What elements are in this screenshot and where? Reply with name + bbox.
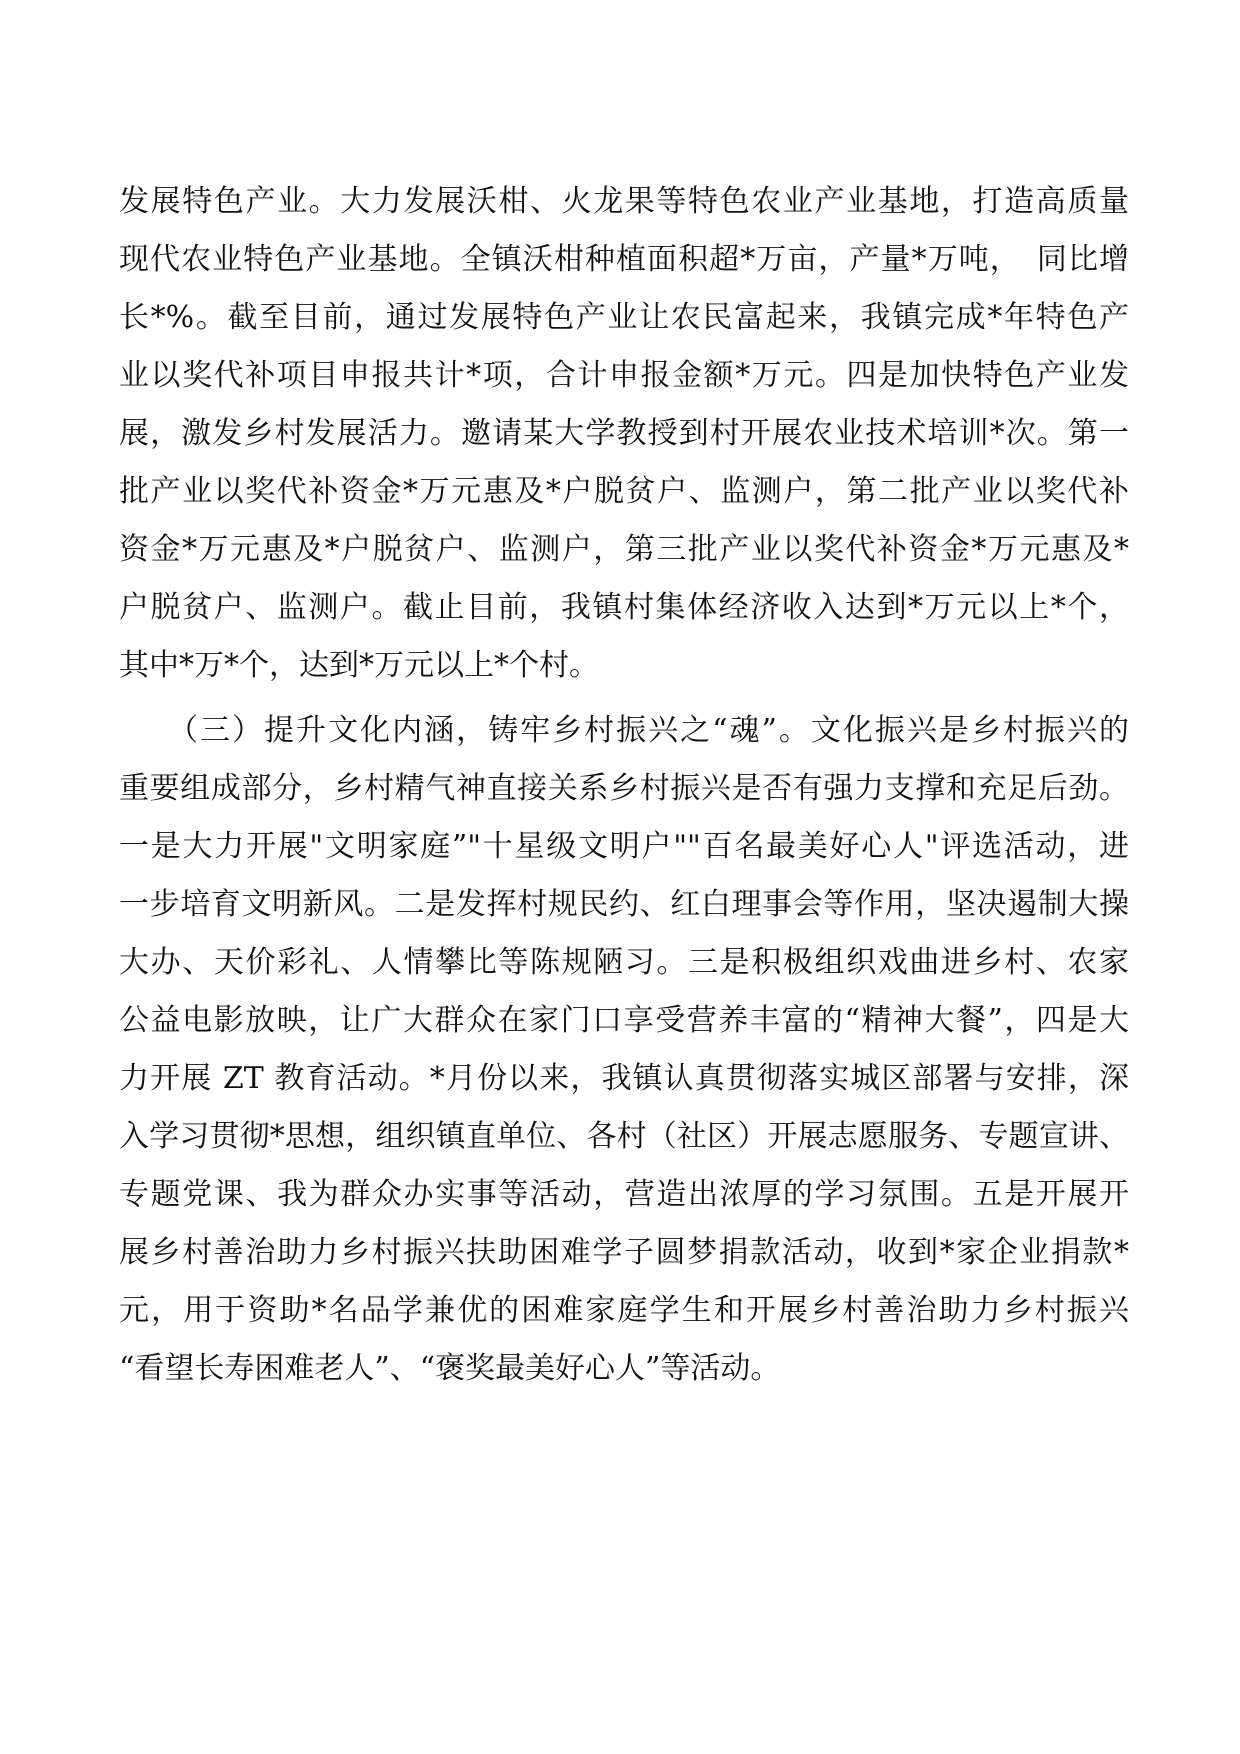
paragraph-2-line-10: 展乡村善治助力乡村振兴扶助困难学子圆梦捐款活动，收到*家企业捐款* bbox=[119, 1235, 1129, 1270]
paragraph-2-line-3: 一是大力开展"文明家庭”"十星级文明户""百名最美好心人"评选活动，进 bbox=[119, 829, 1129, 864]
paragraph-2 bbox=[119, 702, 1129, 1398]
paragraph-2-line-8: 入学习贯彻*思想，组织镇直单位、各村（社区）开展志愿服务、专题宣讲、 bbox=[119, 1119, 1129, 1154]
paragraph-2-line-12: “看望长寿困难老人”、“褒奖最美好心人”等活动。 bbox=[119, 1351, 781, 1386]
paragraph-2-line-1: （三）提升文化内涵，铸牢乡村振兴之“魂”。文化振兴是乡村振兴的 bbox=[119, 713, 1129, 748]
paragraph-1-line-6: 批产业以奖代补资金*万元惠及*户脱贫户、监测户，第二批产业以奖代补 bbox=[119, 474, 1129, 509]
paragraph-2-line-11: 元，用于资助*名品学兼优的困难家庭学生和开展乡村善治助力乡村振兴 bbox=[119, 1293, 1129, 1328]
paragraph-2-line-7: 力开展 ZT 教育活动。*月份以来，我镇认真贯彻落实城区部署与安排，深 bbox=[119, 1061, 1129, 1096]
paragraph-1-line-2: 现代农业特色产业基地。全镇沃柑种植面积超*万亩，产量*万吨， 同比增 bbox=[119, 242, 1129, 277]
paragraph-2-line-6: 公益电影放映，让广大群众在家门口享受营养丰富的“精神大餐”，四是大 bbox=[119, 1003, 1129, 1038]
paragraph-1-line-4: 业以奖代补项目申报共计*项，合计申报金额*万元。四是加快特色产业发 bbox=[119, 358, 1129, 393]
paragraph-1-line-5: 展，激发乡村发展活力。邀请某大学教授到村开展农业技术培训*次。第一 bbox=[119, 416, 1129, 451]
paragraph-2-line-5: 大办、天价彩礼、人情攀比等陈规陋习。三是积极组织戏曲进乡村、农家 bbox=[119, 945, 1129, 980]
paragraph-2-line-4: 一步培育文明新风。二是发挥村规民约、红白理事会等作用，坚决遏制大操 bbox=[119, 887, 1129, 922]
paragraph-2-line-9: 专题党课、我为群众办实事等活动，营造出浓厚的学习氛围。五是开展开 bbox=[119, 1177, 1129, 1212]
paragraph-2-line-2: 重要组成部分，乡村精气神直接关系乡村振兴是否有强力支撑和充足后劲。 bbox=[119, 771, 1129, 806]
paragraph-1-line-1: 发展特色产业。大力发展沃柑、火龙果等特色农业产业基地，打造高质量 bbox=[119, 184, 1129, 219]
paragraph-1-line-7: 资金*万元惠及*户脱贫户、监测户，第三批产业以奖代补资金*万元惠及* bbox=[119, 532, 1129, 567]
paragraph-1-line-8: 户脱贫户、监测户。截止目前，我镇村集体经济收入达到*万元以上*个， bbox=[119, 590, 1129, 625]
paragraph-1-line-9: 其中*万*个，达到*万元以上*个村。 bbox=[119, 648, 599, 683]
paragraph-1-line-3: 长*%。截至目前，通过发展特色产业让农民富起来，我镇完成*年特色产 bbox=[119, 300, 1129, 335]
paragraph-1 bbox=[119, 173, 1129, 695]
